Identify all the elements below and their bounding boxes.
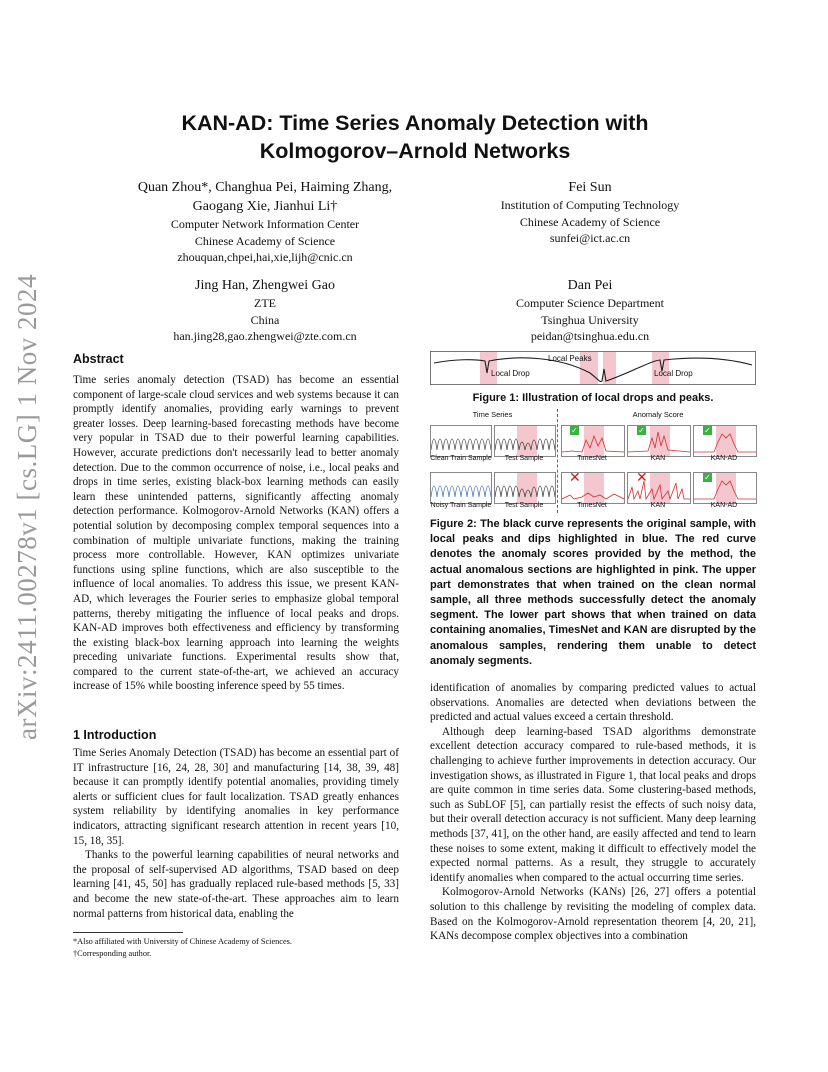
header-anomaly-score: Anomaly Score [632, 410, 684, 419]
label-kan-ad: KAN-AD [710, 502, 738, 509]
figure-2-divider [557, 409, 558, 513]
check-icon: ✓ [704, 473, 711, 482]
cross-icon: ✕ [569, 470, 581, 486]
affiliation: Computer Science Department [516, 296, 664, 310]
label-timesnet: TimesNet [577, 455, 607, 462]
intro-paragraph-1: Time Series Anomaly Detection (TSAD) has become an essential part of IT infrastructure [16, 24, 28, 30] and manufacturing [14, 38, 39, 48] because it can promptly identify potential anomalies, providing timely alerts or sufficient clues for fault localization. TSAD greatly enhances system reliability by identifying anomalies in key performance indicators, attracting significant research attention in recent years [10, 15, 18, 35]. [73, 747, 399, 847]
footnote-affiliation: *Also affiliated with University of Chinese Academy of Sciences. [73, 937, 292, 946]
figure-2 [430, 409, 756, 513]
check-icon: ✓ [704, 426, 711, 435]
intro-paragraph-2: Thanks to the powerful learning capabilities of neural networks and the proposal of self-supervised AD algorithms, TSAD based on deep learning [41, 45, 50] has gradually replaced rule-based methods [5, 33] and become the new state-of-the-art. These approaches aim to learn normal patterns from historical data, enabling the [73, 849, 399, 920]
author-block-tsinghua [450, 276, 730, 345]
thumb-test-sample [494, 425, 556, 457]
author-email: peidan@tsinghua.edu.cn [530, 329, 650, 344]
author-block-zte [95, 276, 435, 345]
affiliation: ZTE [254, 296, 276, 310]
right-paragraph-3: Kolmogorov-Arnold Networks (KANs) [26, 27] offers a potential solution to this challenge by revisiting the modeling of complex data. Based on the Kolmogorov-Arnold representation theorem [4, 20, 21], KANs decompose complex objectives into a combination [430, 886, 756, 943]
affiliation: Chinese Academy of Science [194, 233, 336, 248]
affiliation: Institution of Computing Technology [500, 198, 680, 212]
affiliation: Computer Network Information Center [170, 217, 360, 231]
check-icon: ✓ [638, 426, 645, 435]
label-kan-ad: KAN-AD [710, 455, 738, 462]
label-test-sample: Test Sample [504, 455, 544, 462]
author-block-cnic [95, 178, 435, 266]
paper-title [70, 109, 760, 165]
thumb-test-sample-2 [494, 472, 556, 504]
author-email: zhouquan,chpei,hai,xie,lijh@cnic.cn [177, 250, 353, 265]
label-kan: KAN [650, 502, 666, 509]
figure-1-labels [430, 351, 756, 385]
check-icon: ✓ [571, 426, 578, 435]
thumb-clean-train [430, 425, 492, 457]
arxiv-identifier: arXiv:2411.00278v1 [cs.LG] 1 Nov 2024 [12, 274, 42, 740]
affiliation: Chinese Academy of Science [519, 214, 661, 229]
label-local-peaks: Local Peaks [548, 354, 592, 363]
title-line-1: KAN-AD: Time Series Anomaly Detection with [181, 111, 649, 135]
thumb-noisy-train [430, 472, 492, 504]
label-clean-train-sample: Clean Train Sample [430, 455, 492, 462]
introduction-body [73, 746, 399, 921]
abstract-text: Time series anomaly detection (TSAD) has become an essential component of large-scale cloud services and web systems because it can promptly identify anomalies, providing early warnings to prevent greater losses. Deep learning-based forecasting methods have become very popular in TSAD due to their powerful learning capabilities. However, accurate predictions don't necessarily lead to better anomaly detection. Due to the common occurrence of noise, i.e., local peaks and drops in time series, existing black-box learning methods can easily learn these unintended patterns, significantly affecting anomaly detection performance. Kolmogorov-Arnold Networks (KAN) offers a potential solution by decomposing complex temporal sequences into a combination of multiple univariate functions, making the training process more controllable. However, KAN optimizes univariate functions using spline functions, which are also susceptible to the influence of local anomalies. To address this issue, we present KAN-AD, which leverages the Fourier series to emphasize global temporal patterns, thereby mitigating the influence of local peaks and drops. KAN-AD improves both effectiveness and efficiency by transforming the existing black-box learning approach into learning the weights preceding univariate functions. Experimental results show that, compared to the current state-of-the-art, we achieved an accuracy increase of 15% while boosting inference speed by 55 times. [73, 374, 399, 693]
figure-1-caption: Figure 1: Illustration of local drops and peaks. [472, 392, 714, 404]
affiliation: Tsinghua University [541, 312, 639, 327]
affiliation: China [250, 312, 280, 327]
title-line-2: Kolmogorov–Arnold Networks [259, 139, 571, 163]
author-names: Fei Sun [568, 180, 612, 195]
label-kan: KAN [650, 455, 666, 462]
author-names: Dan Pei [567, 278, 613, 293]
author-email: han.jing28,gao.zhengwei@zte.com.cn [173, 329, 357, 344]
author-names: Jing Han, Zhengwei Gao [195, 278, 335, 293]
footnote-corresponding: †Corresponding author. [73, 949, 152, 958]
abstract-heading: Abstract [73, 352, 124, 366]
section-heading-introduction: 1 Introduction [73, 728, 157, 742]
footnote-rule [73, 932, 183, 933]
right-column-body [430, 681, 756, 944]
author-block-ict [450, 178, 730, 247]
author-names-cont: Gaogang Xie, Jianhui Li† [192, 199, 338, 214]
label-test-sample: Test Sample [504, 502, 544, 509]
label-local-drop-right: Local Drop [654, 369, 693, 378]
label-timesnet: TimesNet [577, 502, 607, 509]
author-names: Quan Zhou*, Changhua Pei, Haiming Zhang, [137, 180, 393, 195]
author-email: sunfei@ict.ac.cn [549, 231, 631, 246]
abstract-body [73, 373, 399, 694]
right-paragraph-2: Although deep learning-based TSAD algorithms demonstrate excellent detection accuracy compared to rule-based methods, it is challenging to achieve further improvements in detection accuracy. Our investigation shows, as illustrated in Figure 1, that local peaks and drops are quite common in time series data. Some clustering-based methods, such as SubLOF [5], can partially resist the effects of such noisy data, but their overall detection accuracy is not sufficient. Many deep learning methods [37, 41], on the other hand, are easily affected and tend to learn these noises to some extent, making it difficult to effectively model the expected normal patterns. As a result, they struggle to accurately identify anomalies when compared to the actual occurring time series. [430, 725, 756, 884]
label-noisy-train-sample: Noisy Train Sample [430, 502, 492, 509]
label-local-drop-left: Local Drop [491, 369, 530, 378]
cross-icon: ✕ [636, 470, 648, 486]
right-paragraph-1: identification of anomalies by comparing predicted values to actual observations. Anomalies are detected when deviations between the predicted and actual values exceed a certain threshold. [430, 682, 756, 724]
header-time-series: Time Series [472, 410, 513, 419]
figure-2-caption: Figure 2: The black curve represents the original sample, with local peaks and dips highlighted in blue. The red curve denotes the anomaly scores provided by the method, the actual anomalous sections are highlighted in pink. The upper part demonstrates that when trained on the clean normal sample, all three methods successfully detect the anomaly segment. The lower part shows that when trained on data containing anomalies, TimesNet and KAN are disrupted by the anomalous samples, rendering them unable to detect anomaly segments. [430, 518, 756, 667]
